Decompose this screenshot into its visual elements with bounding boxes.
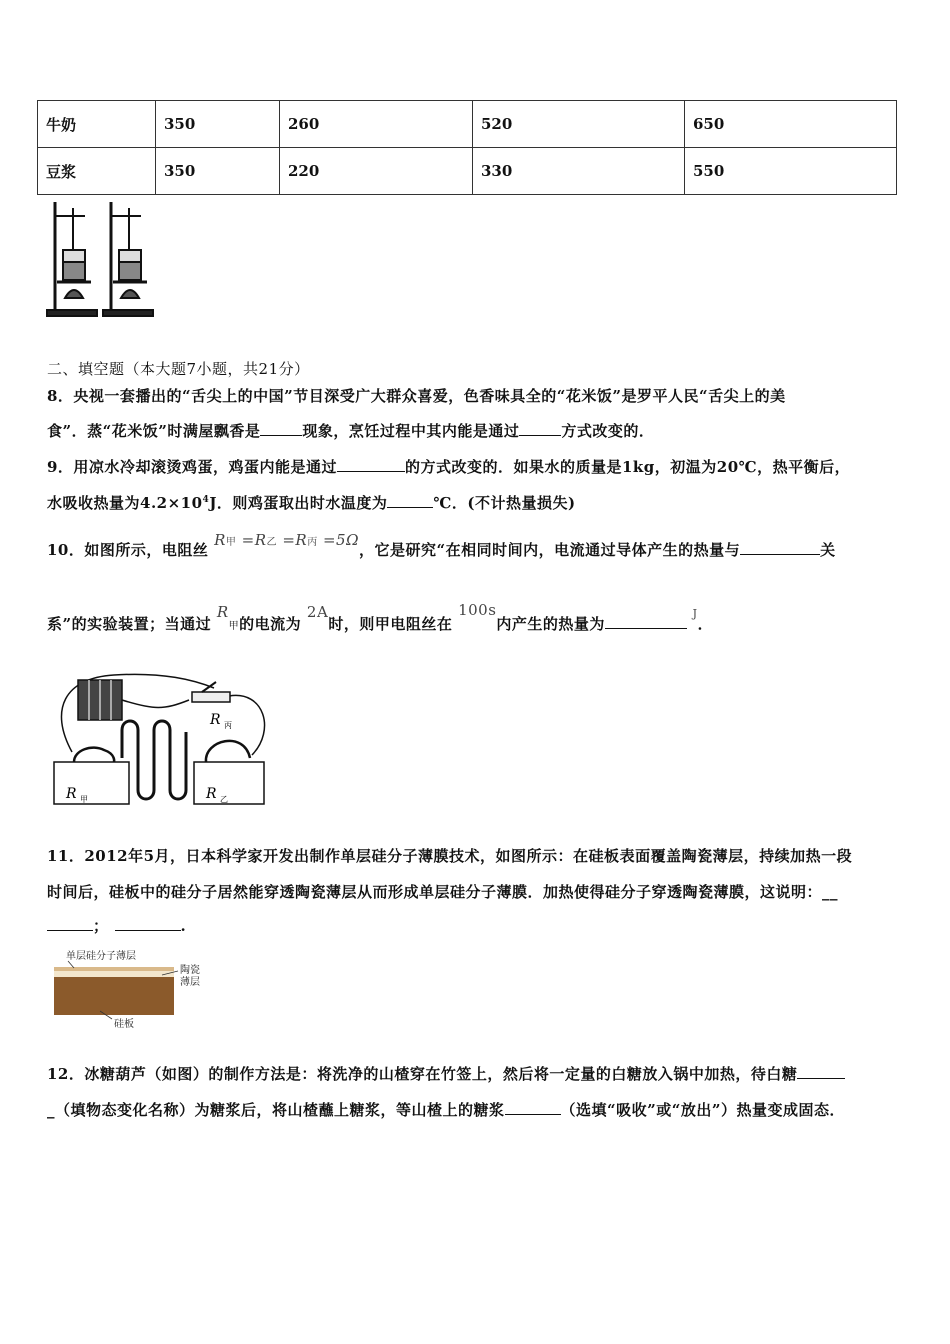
q9-line2: [47, 492, 576, 513]
table-cell: 330: [473, 148, 685, 195]
q8-line1: 8．央视一套播出的“舌尖上的中国”节目深受广大群众喜爱，色香味具全的“花米饭”是罗平人民“舌尖上的美: [47, 387, 786, 405]
answer-blank[interactable]: [115, 916, 181, 931]
table-row: [38, 148, 897, 195]
q10-text: ，它是研究“在相同时间内，电流通过导体产生的热量与: [359, 541, 741, 559]
q11-text: ；: [93, 917, 109, 935]
q12-text: （选填“吸收”或“放出”）热量变成固态．: [560, 1101, 846, 1119]
q12-line2: [47, 1099, 845, 1120]
q11-line1: 11．2012年5月，日本科学家开发出制作单层硅分子薄膜技术，如图所示：在硅板表面覆盖陶瓷薄层，持续加热一段: [47, 847, 853, 865]
q9-text: 的方式改变的．如果水的质量是1kg，初温为20℃，热平衡后，: [404, 458, 851, 476]
answer-blank[interactable]: [337, 457, 405, 472]
q8-text: 现象，烹饪过程中其内能是通过: [302, 422, 520, 440]
label-ceramic-2: 薄层: [180, 977, 200, 988]
q10-line2: [47, 601, 714, 634]
label-yi: 乙: [220, 795, 228, 804]
label-r-bing: R: [210, 712, 221, 728]
q9-text: 9．用凉水冷却滚烫鸡蛋，鸡蛋内能是通过: [47, 458, 337, 476]
circuit-figure: [44, 670, 274, 810]
answer-blank[interactable]: [797, 1064, 845, 1079]
table-cell: 牛奶: [38, 101, 156, 148]
table-cell: 220: [280, 148, 473, 195]
q11-text: .: [180, 917, 187, 935]
answer-blank[interactable]: [740, 540, 820, 555]
q11-line3: [47, 915, 186, 936]
answer-blank[interactable]: [260, 421, 302, 436]
label-single-layer: 单层硅分子薄层: [66, 951, 136, 962]
resistance-formula: R甲 =R乙 =R丙 =5Ω: [214, 531, 360, 549]
q11-line2: 时间后，硅板中的硅分子居然能穿透陶瓷薄层从而形成单层硅分子薄膜．加热使得硅分子穿透陶瓷薄膜，这说明：__: [47, 883, 839, 901]
table-cell: 520: [473, 101, 685, 148]
time-value: 100s: [458, 601, 497, 619]
unit-joule: J: [692, 607, 698, 620]
label-bing: 丙: [224, 721, 232, 730]
answer-blank[interactable]: [519, 421, 561, 436]
q12-text: _（填物态变化名称）为糖浆后，将山楂蘸上糖浆，等山楂上的糖浆: [47, 1101, 505, 1119]
label-jia: 甲: [80, 795, 88, 804]
q8-text: 食”．蒸“花米饭”时满屋飘香是: [47, 422, 261, 440]
q8-text: 方式改变的．: [561, 422, 655, 440]
label-silicon-board: 硅板: [114, 1019, 134, 1030]
table-row: [38, 101, 897, 148]
q10-text: 的电流为: [239, 615, 302, 633]
q10-text: ．: [697, 615, 714, 633]
q10-text: 10．如图所示，电阻丝: [47, 541, 209, 559]
table-cell: 350: [156, 101, 280, 148]
silicon-film-figure: [50, 945, 220, 1035]
q10-text: 时，则甲电阻丝在: [328, 615, 453, 633]
q9-line1: [47, 456, 850, 477]
r-jia-subscript: 甲: [228, 621, 240, 632]
q9-text: ℃．(不计热量损失): [433, 494, 576, 512]
current-value: 2A: [306, 603, 329, 621]
q9-text: J．则鸡蛋取出时水温度为: [209, 494, 388, 512]
r-jia-symbol: R: [216, 603, 229, 621]
answer-blank[interactable]: [505, 1100, 561, 1115]
table-cell: 豆浆: [38, 148, 156, 195]
q10-text: 关: [820, 541, 836, 559]
answer-blank[interactable]: [605, 614, 687, 629]
answer-blank[interactable]: [387, 493, 433, 508]
q10-text: 内产生的热量为: [496, 615, 605, 633]
section-title: 二、填空题（本大题7小题，共21分）: [47, 360, 310, 378]
q9-text: 水吸收热量为4.2×10: [47, 494, 203, 512]
data-table: [37, 100, 897, 195]
q10-line1: [47, 531, 836, 560]
q10-text: 系”的实验装置；当通过: [47, 615, 212, 633]
table-cell: 550: [685, 148, 897, 195]
label-r-yi: R: [206, 786, 217, 802]
label-ceramic-1: 陶瓷: [180, 965, 200, 976]
table-cell: 350: [156, 148, 280, 195]
q12-text: 12．冰糖葫芦（如图）的制作方法是：将洗净的山楂穿在竹签上，然后将一定量的白糖放入锅中加热，待白糖: [47, 1065, 798, 1083]
q8-line2: [47, 420, 654, 441]
heating-apparatus-figure: [45, 198, 157, 318]
table-cell: 650: [685, 101, 897, 148]
table-cell: 260: [280, 101, 473, 148]
q12-line1: [47, 1063, 845, 1084]
label-r-jia: R: [66, 786, 77, 802]
q9-exponent: 4: [202, 495, 210, 505]
answer-blank[interactable]: [47, 916, 93, 931]
